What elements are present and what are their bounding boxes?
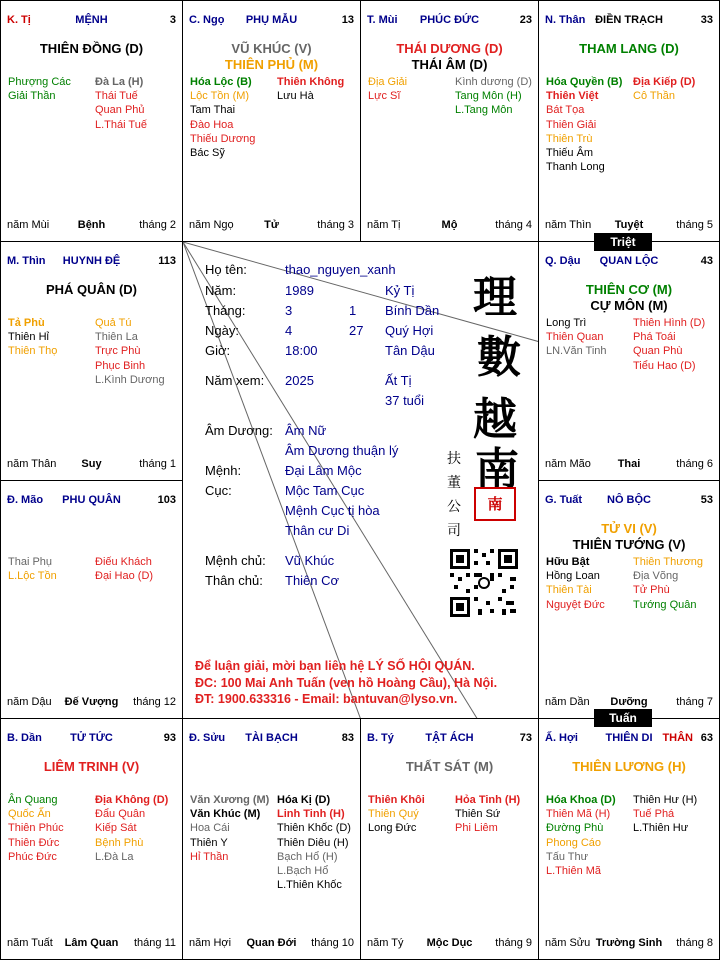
menh-label: Mệnh: [205, 463, 242, 478]
minor-star: Tấu Thư [546, 850, 589, 863]
palace-cell-suu [182, 718, 361, 960]
cuc-value: Mộc Tam Cục [285, 483, 365, 498]
calligraphy-small-2: 董 [447, 475, 461, 491]
minor-star: Hoa Cái [190, 822, 230, 835]
palace-branch: Ấ. Hợi [545, 732, 578, 744]
footer-phase: Tử [264, 219, 279, 231]
palace-header [545, 732, 713, 746]
minor-star: Bác Sỹ [190, 147, 225, 160]
name-label: Họ tên: [205, 262, 247, 277]
tuan-badge: Tuấn [594, 709, 652, 727]
main-stars [5, 759, 178, 775]
minor-star: L.Đà La [95, 850, 134, 863]
minor-star: Quả Tú [95, 317, 132, 329]
minor-star: Thanh Long [546, 161, 605, 174]
minor-star: Tuế Phá [633, 808, 675, 821]
minor-star: L.Tang Môn [455, 104, 513, 117]
minor-star: Thiên Quý [368, 808, 419, 821]
view-year-value: 2025 [285, 373, 314, 388]
footer-year: năm Mão [545, 458, 591, 470]
palace-header [7, 494, 176, 508]
palace-header [7, 732, 176, 746]
minor-star: Phúc Đức [8, 850, 57, 863]
minor-star: Đào Hoa [190, 118, 234, 131]
palace-branch: B. Tý [367, 732, 394, 744]
palace-name: ĐIỀN TRẠCH [595, 14, 663, 26]
footer-phase: Suy [81, 458, 102, 470]
minor-star: Kiếp Sát [95, 822, 137, 835]
palace-branch: B. Dần [7, 732, 42, 744]
minor-star: Thiên Thọ [8, 345, 58, 358]
than-tag: THÂN [662, 732, 693, 744]
palace-name: HUYNH ĐỆ [62, 255, 121, 267]
footer-year: năm Tý [367, 937, 404, 949]
minor-star: Thiên Trù [546, 132, 593, 145]
minor-star: Đường Phù [546, 822, 604, 835]
year-can: Kỷ Tị [385, 283, 415, 298]
main-star: LIÊM TRINH (V) [43, 759, 140, 774]
minor-star: Long Đức [368, 822, 417, 835]
footer-phase: Thai [617, 458, 641, 470]
calligraphy-small-4: 司 [447, 523, 461, 539]
footer-month: tháng 11 [133, 937, 176, 949]
footer-month: tháng 5 [676, 219, 713, 231]
footer-month: tháng 8 [676, 937, 713, 949]
thanchu-value: Thiên Cơ [285, 573, 340, 588]
palace-name: THIÊN DI [605, 732, 653, 744]
palace-branch: T. Mùi [367, 14, 398, 26]
palace-name: PHỤ MẪU [245, 14, 298, 26]
minor-stars-right [95, 555, 153, 583]
minor-star: Văn Khúc (M) [190, 808, 261, 821]
palace-footer [545, 937, 713, 951]
minor-stars-right [633, 555, 703, 612]
minor-star: L.Thiên Khốc [277, 879, 342, 892]
main-stars [5, 282, 178, 298]
minor-star: Thiên Hình (D) [633, 317, 706, 329]
main-star: THIÊN CƠ (M) [585, 282, 673, 297]
day-value: 4 [285, 323, 293, 338]
hour-label: Giờ: [205, 343, 231, 358]
minor-star: Hỏa Tinh (H) [455, 794, 521, 806]
palace-number: 23 [519, 14, 532, 26]
minor-star: Ân Quang [8, 794, 58, 806]
palace-number: 83 [341, 732, 354, 744]
minor-star: Bạch Hổ (H) [277, 850, 338, 863]
palace-header [545, 494, 713, 508]
calligraphy-char-3: 越 [473, 394, 517, 445]
minor-star: Lộc Tồn (M) [190, 90, 250, 103]
month-can: Bính Dần [385, 303, 440, 318]
minor-stars-right [633, 75, 695, 103]
palace-cell-tuat [538, 480, 720, 719]
triet-badge: Triệt [594, 233, 652, 251]
main-star: THÁI ÂM (D) [411, 57, 488, 72]
minor-star: Lưu Hà [277, 90, 314, 103]
minor-star: L.Thái Tuế [95, 118, 147, 131]
amduong-label: Âm Dương: [205, 423, 273, 438]
palace-branch: Q. Dậu [545, 255, 581, 267]
minor-star: Hóa Khoa (D) [546, 794, 616, 806]
minor-star: Kình dương (D) [455, 76, 532, 88]
minor-star: Phượng Các [8, 76, 71, 88]
main-stars [543, 521, 715, 553]
footer-phase: Trường Sinh [595, 937, 663, 949]
footer-phase: Bệnh [77, 219, 106, 231]
palace-footer [7, 219, 176, 233]
footer-year: năm Sửu [545, 937, 591, 949]
minor-star: Thiên Giải [546, 118, 597, 131]
palace-number: 113 [158, 255, 176, 267]
minor-star: Hóa Kị (D) [277, 794, 331, 806]
main-star: PHÁ QUÂN (D) [46, 282, 137, 297]
calligraphy-char-1: 理 [473, 272, 517, 323]
palace-footer [545, 219, 713, 233]
calligraphy-char-4: 南 [475, 444, 519, 495]
palace-footer [367, 937, 532, 951]
age: 37 tuổi [385, 393, 425, 408]
minor-star: Đại Hao (D) [95, 570, 154, 583]
month-lunar: 1 [349, 303, 357, 318]
contact-line-1: Để luận giải, mời bạn liên hệ LÝ SỐ HỘI QUÁN. [195, 659, 475, 673]
palace-branch: Đ. Mão [7, 494, 44, 506]
palace-name: PHU QUÂN [62, 494, 121, 506]
minor-stars-left [546, 555, 605, 612]
footer-month: tháng 7 [676, 696, 713, 708]
footer-month: tháng 2 [139, 219, 176, 231]
minor-star: Tả Phù [8, 317, 45, 329]
minor-star: Tử Phù [633, 584, 670, 597]
minor-stars-left [8, 555, 57, 583]
minor-star: Thai Phụ [8, 556, 53, 568]
minor-stars-right [95, 793, 168, 864]
main-star: THÁI DƯƠNG (D) [396, 41, 503, 56]
red-seal-stamp: 南 [474, 487, 516, 521]
minor-star: Thiên Sứ [455, 808, 501, 821]
footer-phase: Dưỡng [610, 696, 648, 708]
minor-star: Thiên La [95, 331, 138, 344]
palace-footer [189, 937, 354, 951]
thanchu-label: Thân chủ: [205, 573, 263, 588]
day-can: Quý Hợi [385, 323, 434, 338]
footer-year: năm Ngọ [189, 219, 234, 231]
palace-footer [189, 219, 354, 233]
palace-header [7, 255, 176, 269]
month-value: 3 [285, 303, 293, 318]
minor-stars-left [8, 793, 64, 864]
footer-year: năm Dần [545, 696, 590, 708]
main-stars [365, 759, 534, 775]
minor-star: L.Kình Dương [95, 373, 165, 386]
minor-stars-right [277, 793, 351, 892]
main-stars [543, 759, 715, 775]
month-label: Tháng: [205, 303, 246, 318]
main-stars [5, 41, 178, 57]
minor-star: Quốc Ấn [8, 808, 51, 821]
main-star: THẤT SÁT (M) [405, 759, 494, 774]
calligraphy-char-2: 數 [477, 332, 521, 383]
minor-star: Phục Binh [95, 359, 146, 372]
minor-star: Tiểu Hao (D) [633, 359, 696, 372]
main-star: THIÊN LƯƠNG (H) [572, 759, 686, 774]
palace-number: 63 [700, 732, 713, 744]
main-star: THIÊN PHỦ (M) [224, 57, 319, 72]
footer-year: năm Thìn [545, 219, 592, 231]
footer-phase: Quan Đới [246, 937, 297, 949]
calligraphy-small-3: 公 [447, 499, 461, 515]
palace-number: 73 [519, 732, 532, 744]
main-stars [187, 41, 356, 73]
minor-stars-right [277, 75, 344, 103]
minor-star: Cô Thần [633, 90, 675, 103]
palace-branch: G. Tuất [545, 494, 583, 506]
palace-footer [545, 458, 713, 472]
palace-cell-mui [360, 0, 539, 242]
minor-stars-left [8, 316, 57, 359]
hour-can: Tân Dậu [385, 343, 435, 358]
palace-header [367, 732, 532, 746]
footer-year: năm Tị [367, 219, 401, 231]
minor-star: Tam Thai [190, 104, 236, 117]
main-star: CỰ MÔN (M) [590, 298, 668, 313]
minor-stars-left [368, 793, 425, 836]
day-label: Ngày: [205, 323, 239, 338]
palace-header [545, 14, 713, 28]
minor-star: Long Trì [546, 317, 587, 329]
palace-branch: C. Ngọ [189, 14, 225, 26]
footer-year: năm Mùi [7, 219, 50, 231]
footer-month: tháng 10 [311, 937, 354, 949]
palace-name: TÀI BẠCH [245, 732, 298, 744]
minor-star: Thiên Khôi [368, 794, 425, 806]
view-year-label: Năm xem: [205, 373, 265, 388]
palace-name: TỬ TỨC [70, 732, 113, 744]
view-year-can: Ất Tị [385, 373, 412, 388]
footer-month: tháng 6 [676, 458, 713, 470]
main-stars [543, 282, 715, 314]
minor-star: Thiên Diêu (H) [277, 836, 349, 849]
minor-star: Hỉ Thần [190, 850, 229, 863]
palace-branch: N. Thân [545, 14, 586, 26]
minor-stars-right [95, 316, 165, 387]
footer-phase: Đế Vượng [64, 696, 119, 708]
minor-stars-left [368, 75, 407, 103]
palace-header [367, 14, 532, 28]
palace-header [545, 255, 713, 269]
minor-star: Bệnh Phù [95, 836, 144, 849]
minor-stars-right [455, 75, 532, 118]
palace-name: PHÚC ĐỨC [419, 14, 480, 26]
minor-star: Trực Phù [95, 345, 141, 358]
palace-cell-dan [0, 718, 183, 960]
minor-star: Thiên Khốc (D) [277, 822, 351, 835]
name-value: thao_nguyen_xanh [285, 262, 396, 277]
minor-star: Văn Xương (M) [190, 794, 270, 806]
minor-star: Phi Liêm [455, 822, 498, 835]
palace-cell-dau [538, 241, 720, 481]
minor-star: LN.Văn Tinh [546, 345, 607, 358]
minor-star: Tang Môn (H) [455, 90, 522, 103]
minor-star: Thiên Thương [633, 556, 704, 568]
chart-center-info [182, 241, 539, 719]
cuc-value-2: Mệnh Cục tị hòa [285, 503, 380, 518]
palace-cell-ti [0, 0, 183, 242]
year-label: Năm: [205, 283, 237, 298]
footer-month: tháng 12 [133, 696, 176, 708]
day-lunar: 27 [349, 323, 364, 338]
palace-cell-ngo [182, 0, 361, 242]
palace-branch: M. Thìn [7, 255, 46, 267]
palace-name: MỆNH [75, 14, 108, 26]
minor-star: Thiên Phúc [8, 822, 64, 835]
palace-footer [367, 219, 532, 233]
minor-stars-left [190, 75, 255, 160]
palace-number: 33 [700, 14, 713, 26]
footer-phase: Lâm Quan [64, 937, 119, 949]
minor-star: L.Thiên Mã [546, 865, 602, 878]
minor-star: Địa Không (D) [95, 794, 169, 806]
amduong-value: Âm Nữ [285, 423, 327, 438]
minor-star: Thiên Quan [546, 331, 604, 344]
minor-star: Phong Cáo [546, 836, 602, 849]
palace-cell-thin [0, 241, 183, 481]
palace-number: 3 [169, 14, 176, 26]
main-star: TỬ VI (V) [601, 521, 657, 536]
minor-star: L.Bạch Hổ [277, 865, 329, 878]
footer-year: năm Hợi [189, 937, 232, 949]
minor-star: Đẩu Quân [95, 808, 146, 821]
palace-cell-ty [360, 718, 539, 960]
minor-star: L.Thiên Hư [633, 822, 689, 835]
footer-year: năm Tuất [7, 937, 53, 949]
minor-stars-right [633, 316, 705, 373]
minor-star: Đà La (H) [95, 76, 144, 88]
main-star: VŨ KHÚC (V) [231, 41, 312, 56]
minor-star: Địa Võng [633, 570, 679, 583]
main-star: THAM LANG (D) [579, 41, 679, 56]
footer-phase: Tuyệt [614, 219, 644, 231]
palace-branch: K. Tị [7, 14, 31, 26]
minor-star: Hóa Quyền (B) [546, 76, 623, 88]
footer-phase: Mộc Dục [426, 937, 473, 949]
palace-footer [7, 458, 176, 472]
minor-star: Thiếu Âm [546, 147, 594, 160]
cuc-label: Cục: [205, 483, 232, 498]
palace-cell-than_tl [538, 0, 720, 242]
minor-star: Thiên Tài [546, 584, 592, 597]
palace-footer [545, 696, 713, 710]
palace-number: 13 [341, 14, 354, 26]
minor-star: Quan Phủ [95, 104, 145, 117]
minor-star: Linh Tinh (H) [277, 808, 345, 821]
minor-stars-left [8, 75, 71, 103]
minor-stars-left [546, 75, 622, 174]
minor-star: Hồng Loan [546, 570, 600, 583]
minor-star: Thiên Không [277, 76, 345, 88]
qr-code-icon [448, 547, 520, 619]
menhchu-value: Vũ Khúc [285, 553, 335, 568]
cuc-value-3: Thân cư Di [285, 523, 350, 538]
minor-star: Điếu Khách [95, 556, 152, 568]
palace-name: TẬT ÁCH [425, 732, 474, 744]
footer-phase: Mộ [441, 219, 458, 231]
hour-value: 18:00 [285, 343, 318, 358]
minor-star: Thiên Đức [8, 836, 60, 849]
palace-number: 103 [157, 494, 176, 506]
minor-star: Lực Sĩ [368, 90, 401, 103]
minor-star: Địa Kiếp (D) [633, 76, 696, 88]
minor-star: Thiên Y [190, 836, 228, 849]
minor-star: Thái Tuế [95, 90, 138, 103]
minor-star: Nguyệt Đức [546, 598, 605, 611]
amduong-value-2: Âm Dương thuận lý [285, 443, 399, 458]
palace-header [7, 14, 176, 28]
footer-year: năm Thân [7, 458, 57, 470]
calligraphy-small-1: 扶 [447, 451, 461, 467]
minor-stars-right [633, 793, 697, 836]
minor-star: Thiên Hư (H) [633, 794, 698, 806]
palace-number: 93 [163, 732, 176, 744]
minor-star: Quan Phù [633, 345, 683, 358]
palace-name: NÔ BỘC [607, 494, 651, 506]
minor-star: Bát Tọa [546, 104, 585, 117]
minor-stars-left [546, 793, 616, 878]
footer-year: năm Dậu [7, 696, 52, 708]
contact-line-3: ĐT: 1900.633316 - Email: bantuvan@lyso.vn. [195, 692, 458, 706]
main-star: THIÊN TƯỚNG (V) [572, 537, 686, 552]
minor-star: L.Lộc Tồn [8, 570, 57, 583]
year-value: 1989 [285, 283, 314, 298]
palace-branch: Đ. Sửu [189, 732, 226, 744]
palace-number: 53 [700, 494, 713, 506]
palace-header [189, 732, 354, 746]
minor-star: Thiên Mã (H) [546, 808, 611, 821]
footer-month: tháng 4 [495, 219, 532, 231]
main-stars [365, 41, 534, 73]
minor-star: Thiếu Dương [190, 132, 256, 145]
minor-stars-left [546, 316, 607, 359]
palace-cell-hoi [538, 718, 720, 960]
palace-name: QUAN LỘC [599, 255, 659, 267]
menhchu-label: Mệnh chủ: [205, 553, 266, 568]
main-star: THIÊN ĐỒNG (D) [39, 41, 144, 56]
minor-stars-left [190, 793, 269, 864]
minor-star: Thiên Hỉ [8, 331, 49, 344]
palace-number: 43 [700, 255, 713, 267]
minor-star: Tướng Quân [633, 598, 697, 611]
minor-star: Hóa Lộc (B) [190, 76, 252, 88]
palace-cell-mao [0, 480, 183, 719]
contact-line-2: ĐC: 100 Mai Anh Tuấn (ven hồ Hoàng Cầu), Hà Nội. [195, 676, 498, 690]
minor-star: Thiên Việt [546, 90, 599, 103]
main-stars [543, 41, 715, 57]
minor-star: Địa Giải [368, 76, 408, 88]
palace-footer [7, 937, 176, 951]
menh-value: Đại Lâm Mộc [285, 463, 362, 478]
minor-star: Hữu Bật [546, 556, 590, 568]
footer-month: tháng 9 [495, 937, 532, 949]
minor-stars-right [95, 75, 147, 132]
footer-month: tháng 1 [139, 458, 176, 470]
palace-footer [7, 696, 176, 710]
minor-stars-right [455, 793, 520, 836]
minor-star: Giải Thần [8, 90, 56, 103]
footer-month: tháng 3 [317, 219, 354, 231]
palace-header [189, 14, 354, 28]
minor-star: Phá Toái [633, 331, 676, 344]
